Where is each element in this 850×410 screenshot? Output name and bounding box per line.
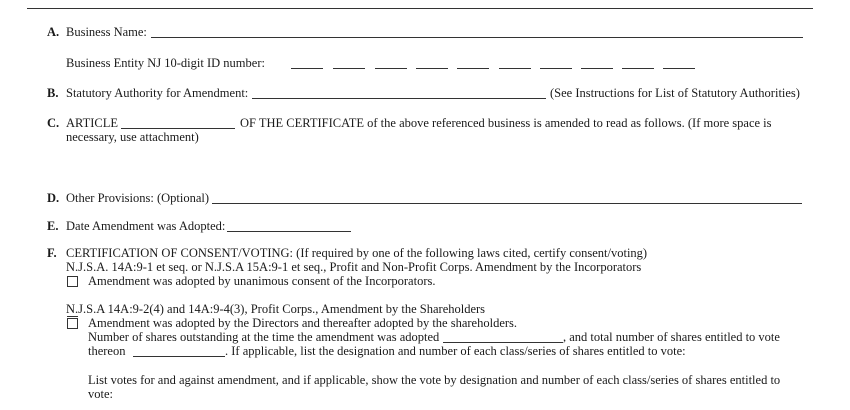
article-number-field[interactable] xyxy=(121,128,235,129)
section-e-letter: E. xyxy=(47,219,59,233)
section-c-letter: C. xyxy=(47,116,60,130)
id-digit-field[interactable] xyxy=(499,68,531,69)
statutory-authority-label: Statutory Authority for Amendment: xyxy=(66,86,249,100)
id-digit-field[interactable] xyxy=(622,68,654,69)
section-a-letter: A. xyxy=(47,25,60,39)
article-text-line2: necessary, use attachment) xyxy=(66,130,199,144)
business-name-label: Business Name: xyxy=(66,25,147,39)
id-digit-field[interactable] xyxy=(416,68,448,69)
business-name-field[interactable] xyxy=(151,37,803,38)
section-b-letter: B. xyxy=(47,86,59,100)
id-digit-field[interactable] xyxy=(540,68,572,69)
section-f-letter: F. xyxy=(47,246,57,260)
id-digit-field[interactable] xyxy=(581,68,613,69)
shareholders-adopted-label: Amendment was adopted by the Directors and thereafter adopted by the shareholders. xyxy=(88,316,518,330)
votes-instruction-line2: vote: xyxy=(88,387,113,401)
votes-instruction-line1: List votes for and against amendment, and if applicable, show the vote by designation and number of each class/series of shares entitled to xyxy=(88,373,781,387)
statutory-authority-note: (See Instructions for List of Statutory Authorities) xyxy=(550,86,800,100)
shares-entitled-field[interactable] xyxy=(133,356,225,357)
certification-heading: CERTIFICATION OF CONSENT/VOTING: (If required by one of the following laws cited, certify consent/voting) xyxy=(66,246,648,260)
law-citation-incorporators: N.J.S.A. 14A:9-1 et seq. or N.J.S.A 15A:9-1 et seq., Profit and Non-Profit Corps. Amendment by the Incorporators xyxy=(66,260,642,274)
thereon-label: thereon xyxy=(88,344,126,358)
id-digit-field[interactable] xyxy=(375,68,407,69)
id-digit-field[interactable] xyxy=(333,68,365,69)
date-adopted-field[interactable] xyxy=(227,231,351,232)
other-provisions-field[interactable] xyxy=(212,203,802,204)
section-d-letter: D. xyxy=(47,191,60,205)
id-digit-field[interactable] xyxy=(291,68,323,69)
article-label: ARTICLE xyxy=(66,116,119,130)
law-citation-shareholders: N.J.S.A 14A:9-2(4) and 14A:9-4(3), Profit Corps., Amendment by the Shareholders xyxy=(66,302,486,316)
article-text-line1: OF THE CERTIFICATE of the above referenced business is amended to read as follows. (If more space is xyxy=(240,116,772,130)
id-digit-field[interactable] xyxy=(457,68,489,69)
incorporators-consent-label: Amendment was adopted by unanimous consent of the Incorporators. xyxy=(88,274,436,288)
id-digit-field[interactable] xyxy=(663,68,695,69)
date-adopted-label: Date Amendment was Adopted: xyxy=(66,219,226,233)
shareholders-adopted-checkbox[interactable] xyxy=(67,318,78,329)
top-rule xyxy=(27,8,813,9)
shares-outstanding-label: Number of shares outstanding at the time the amendment was adopted xyxy=(88,330,440,344)
shares-outstanding-field[interactable] xyxy=(443,342,563,343)
shares-entitled-label: , and total number of shares entitled to vote xyxy=(563,330,780,344)
entity-id-label: Business Entity NJ 10-digit ID number: xyxy=(66,56,265,70)
class-series-instruction: . If applicable, list the designation and number of each class/series of shares entitled to vote: xyxy=(225,344,686,358)
statutory-authority-field[interactable] xyxy=(252,98,546,99)
other-provisions-label: Other Provisions: (Optional) xyxy=(66,191,210,205)
incorporators-consent-checkbox[interactable] xyxy=(67,276,78,287)
